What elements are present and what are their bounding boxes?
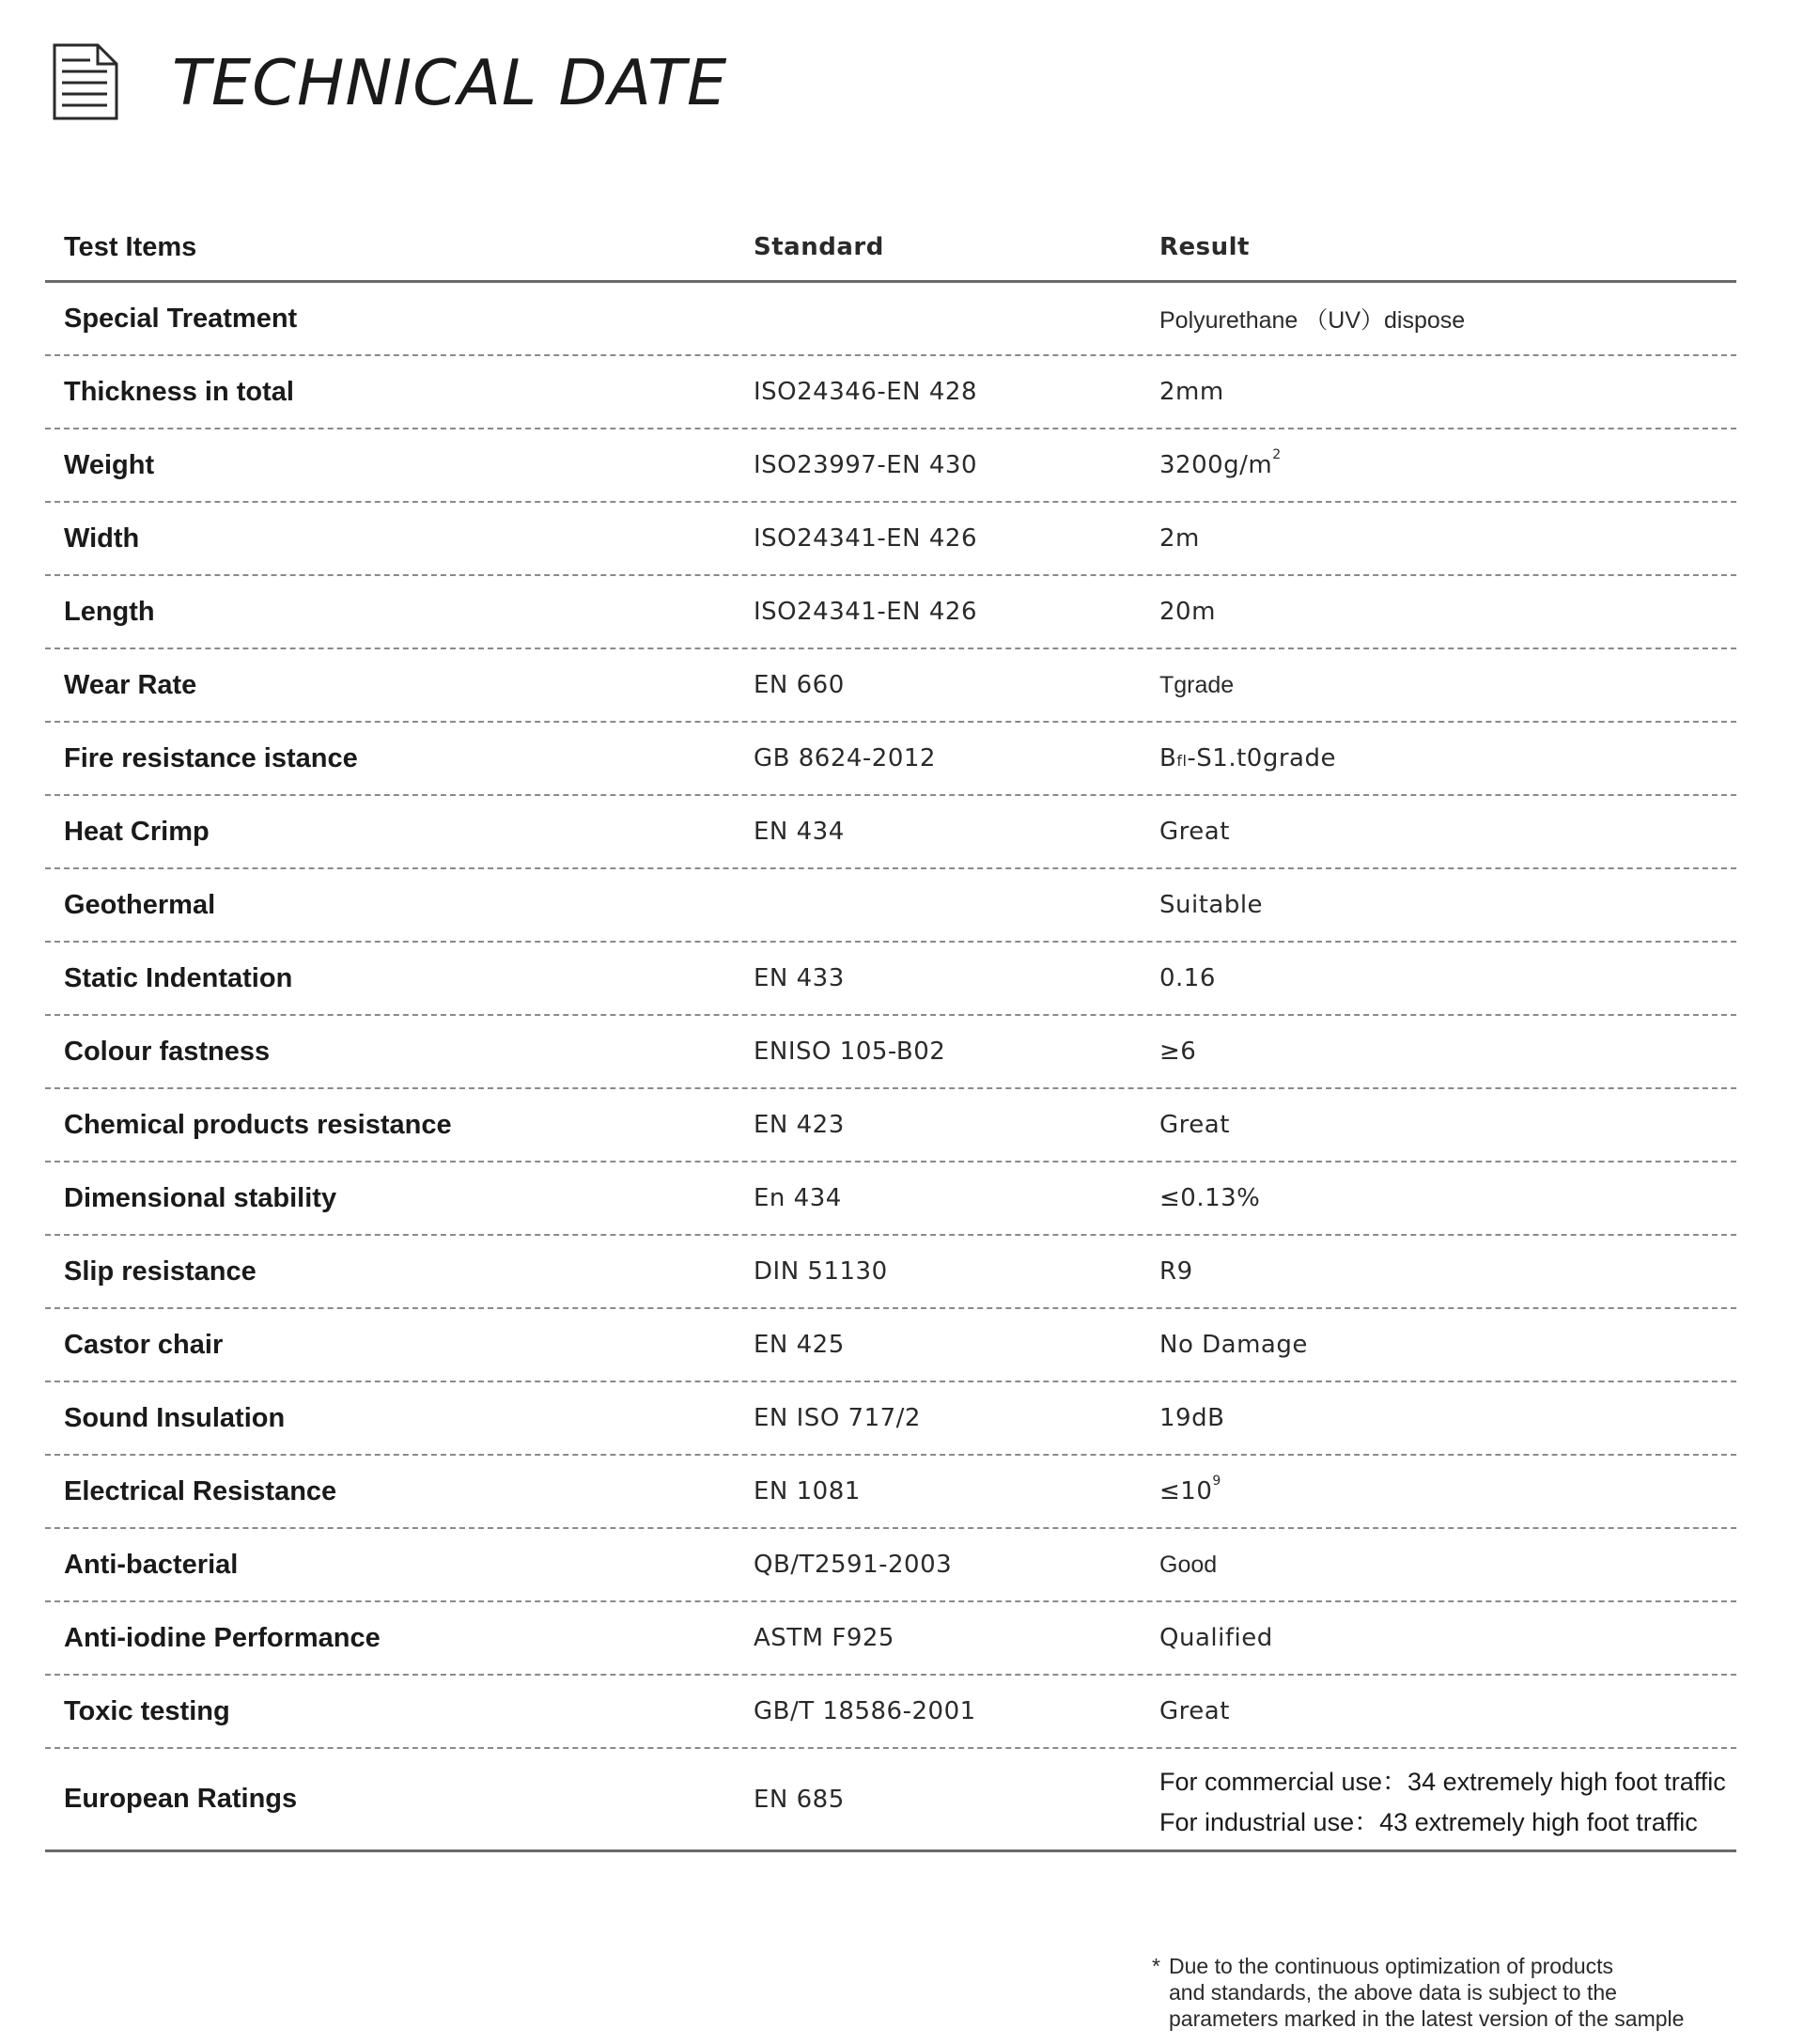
test-item-cell: Heat Crimp — [64, 816, 210, 847]
result-cell — [1159, 1474, 1736, 1506]
result-cell — [1159, 818, 1736, 846]
result-cell — [1159, 1624, 1736, 1652]
table-row — [45, 356, 1736, 429]
table-row — [45, 1382, 1736, 1456]
test-item-cell: Chemical products resistance — [64, 1109, 452, 1140]
result-superscript: 2 — [1272, 447, 1282, 462]
table-row — [45, 1602, 1736, 1676]
standard-cell: EN 433 — [754, 964, 845, 992]
result-value: ≥6 — [1159, 1038, 1197, 1066]
standard-cell: EN 423 — [754, 1111, 845, 1139]
result-cell — [1159, 1552, 1736, 1579]
test-item-cell: Geothermal — [64, 889, 216, 920]
standard-cell: EN ISO 717/2 — [754, 1404, 921, 1432]
result-cell — [1159, 302, 1736, 335]
result-prefix: B — [1159, 744, 1177, 772]
footnote-asterisk: * — [1152, 1954, 1160, 1978]
result-cell — [1159, 964, 1736, 992]
test-item-cell: Width — [64, 523, 140, 554]
table-row — [45, 649, 1736, 723]
table-row — [45, 1456, 1736, 1529]
column-header-standard: Standard — [754, 233, 884, 261]
result-value: ≤0.13% — [1159, 1184, 1261, 1212]
test-item-cell: Thickness in total — [64, 376, 294, 407]
result-cell — [1159, 1697, 1736, 1725]
footnote-line: Due to the continuous optimization of products — [1169, 1954, 1614, 1978]
standard-cell: EN 660 — [754, 671, 845, 699]
table-row — [45, 576, 1736, 649]
result-cell — [1159, 1761, 1736, 1838]
result-cell — [1159, 1257, 1736, 1286]
result-cell — [1159, 1111, 1736, 1139]
result-value: R9 — [1159, 1257, 1193, 1286]
result-cell — [1159, 1184, 1736, 1212]
standard-cell: GB/T 18586-2001 — [754, 1697, 976, 1725]
result-value: No Damage — [1159, 1331, 1308, 1359]
result-value: Great — [1159, 1111, 1230, 1139]
result-cell — [1159, 447, 1736, 479]
result-line: For commercial use：34 extremely high foot traffic — [1159, 1767, 1726, 1796]
table-row — [45, 283, 1736, 356]
result-cell — [1159, 1038, 1736, 1066]
result-subscript: fl — [1176, 752, 1188, 770]
result-cell — [1159, 378, 1736, 406]
standard-cell: EN 434 — [754, 818, 845, 846]
result-cell — [1159, 524, 1736, 553]
result-value: 20m — [1159, 598, 1216, 626]
result-value: 0.16 — [1159, 964, 1216, 992]
table-row — [45, 1016, 1736, 1089]
page-title: TECHNICAL DATE — [172, 46, 728, 119]
result-cell — [1159, 598, 1736, 626]
technical-data-table — [45, 214, 1736, 1852]
table-row — [45, 1089, 1736, 1162]
table-row — [45, 869, 1736, 943]
test-item-cell: Anti-iodine Performance — [64, 1622, 381, 1653]
standard-cell: DIN 51130 — [754, 1257, 888, 1286]
result-cell — [1159, 672, 1736, 699]
standard-cell: ISO24341-EN 426 — [754, 524, 977, 553]
standard-cell: GB 8624-2012 — [754, 744, 936, 772]
result-value: Qualified — [1159, 1624, 1273, 1652]
result-cell — [1159, 1404, 1736, 1432]
document-icon — [53, 43, 118, 120]
table-row — [45, 429, 1736, 503]
standard-cell: EN 425 — [754, 1331, 845, 1359]
result-value: 2m — [1159, 524, 1200, 553]
result-value: 3200g/m — [1159, 451, 1273, 479]
test-item-cell: Special Treatment — [64, 303, 298, 334]
table-row — [45, 1529, 1736, 1602]
test-item-cell: Toxic testing — [64, 1695, 230, 1726]
table-header — [45, 214, 1736, 283]
test-item-cell: Anti-bacterial — [64, 1549, 239, 1580]
column-header-result: Result — [1159, 233, 1250, 261]
result-lines — [1159, 1761, 1736, 1838]
table-row — [45, 1749, 1736, 1852]
test-item-cell: Wear Rate — [64, 669, 197, 700]
standard-cell: ISO24341-EN 426 — [754, 598, 977, 626]
standard-cell: ISO24346-EN 428 — [754, 378, 977, 406]
result-cell — [1159, 1331, 1736, 1359]
table-row — [45, 1676, 1736, 1749]
footnote-line: and standards, the above data is subject to the — [1169, 1980, 1617, 2005]
table-row — [45, 723, 1736, 796]
table-body — [45, 283, 1736, 1852]
test-item-cell: Length — [64, 596, 155, 627]
result-value: -S1.t0grade — [1187, 744, 1336, 772]
table-row — [45, 1309, 1736, 1382]
page-header — [53, 43, 898, 122]
table-row — [45, 1236, 1736, 1309]
standard-cell: ENISO 105-B02 — [754, 1038, 946, 1066]
result-value: Good — [1159, 1551, 1218, 1578]
test-item-cell: Static Indentation — [64, 962, 293, 993]
table-row — [45, 796, 1736, 869]
test-item-cell: Weight — [64, 449, 155, 480]
test-item-cell: Sound Insulation — [64, 1402, 286, 1433]
standard-cell: EN 685 — [754, 1785, 845, 1814]
column-header-test-items: Test Items — [64, 231, 197, 262]
result-cell — [1159, 891, 1736, 919]
test-item-cell: Dimensional stability — [64, 1182, 337, 1213]
table-row — [45, 1162, 1736, 1236]
result-value: ≤10 — [1159, 1477, 1213, 1506]
standard-cell: ASTM F925 — [754, 1624, 894, 1652]
result-value: 2mm — [1159, 378, 1224, 406]
test-item-cell: Fire resistance istance — [64, 742, 358, 773]
result-value: 19dB — [1159, 1404, 1225, 1432]
test-item-cell: Electrical Resistance — [64, 1475, 337, 1506]
result-value: Suitable — [1159, 891, 1264, 919]
standard-cell: En 434 — [754, 1184, 842, 1212]
result-value: Great — [1159, 1697, 1230, 1725]
footnote-line: parameters marked in the latest version of the sample — [1169, 2006, 1685, 2031]
test-item-cell: Slip resistance — [64, 1256, 257, 1287]
table-row — [45, 943, 1736, 1016]
standard-cell: QB/T2591-2003 — [754, 1551, 953, 1579]
result-cell — [1159, 744, 1736, 772]
test-item-cell: Colour fastness — [64, 1036, 271, 1067]
footnote — [1152, 1953, 1772, 2032]
result-superscript: 9 — [1212, 1474, 1221, 1489]
test-item-cell: European Ratings — [64, 1784, 298, 1814]
result-value: Great — [1159, 818, 1230, 846]
test-item-cell: Castor chair — [64, 1329, 224, 1360]
standard-cell: ISO23997-EN 430 — [754, 451, 977, 479]
result-value: Polyurethane （UV）dispose — [1159, 307, 1466, 334]
result-value: Tgrade — [1159, 671, 1235, 698]
table-row — [45, 503, 1736, 576]
result-line: For industrial use：43 extremely high foot traffic — [1159, 1807, 1698, 1836]
standard-cell: EN 1081 — [754, 1477, 861, 1506]
